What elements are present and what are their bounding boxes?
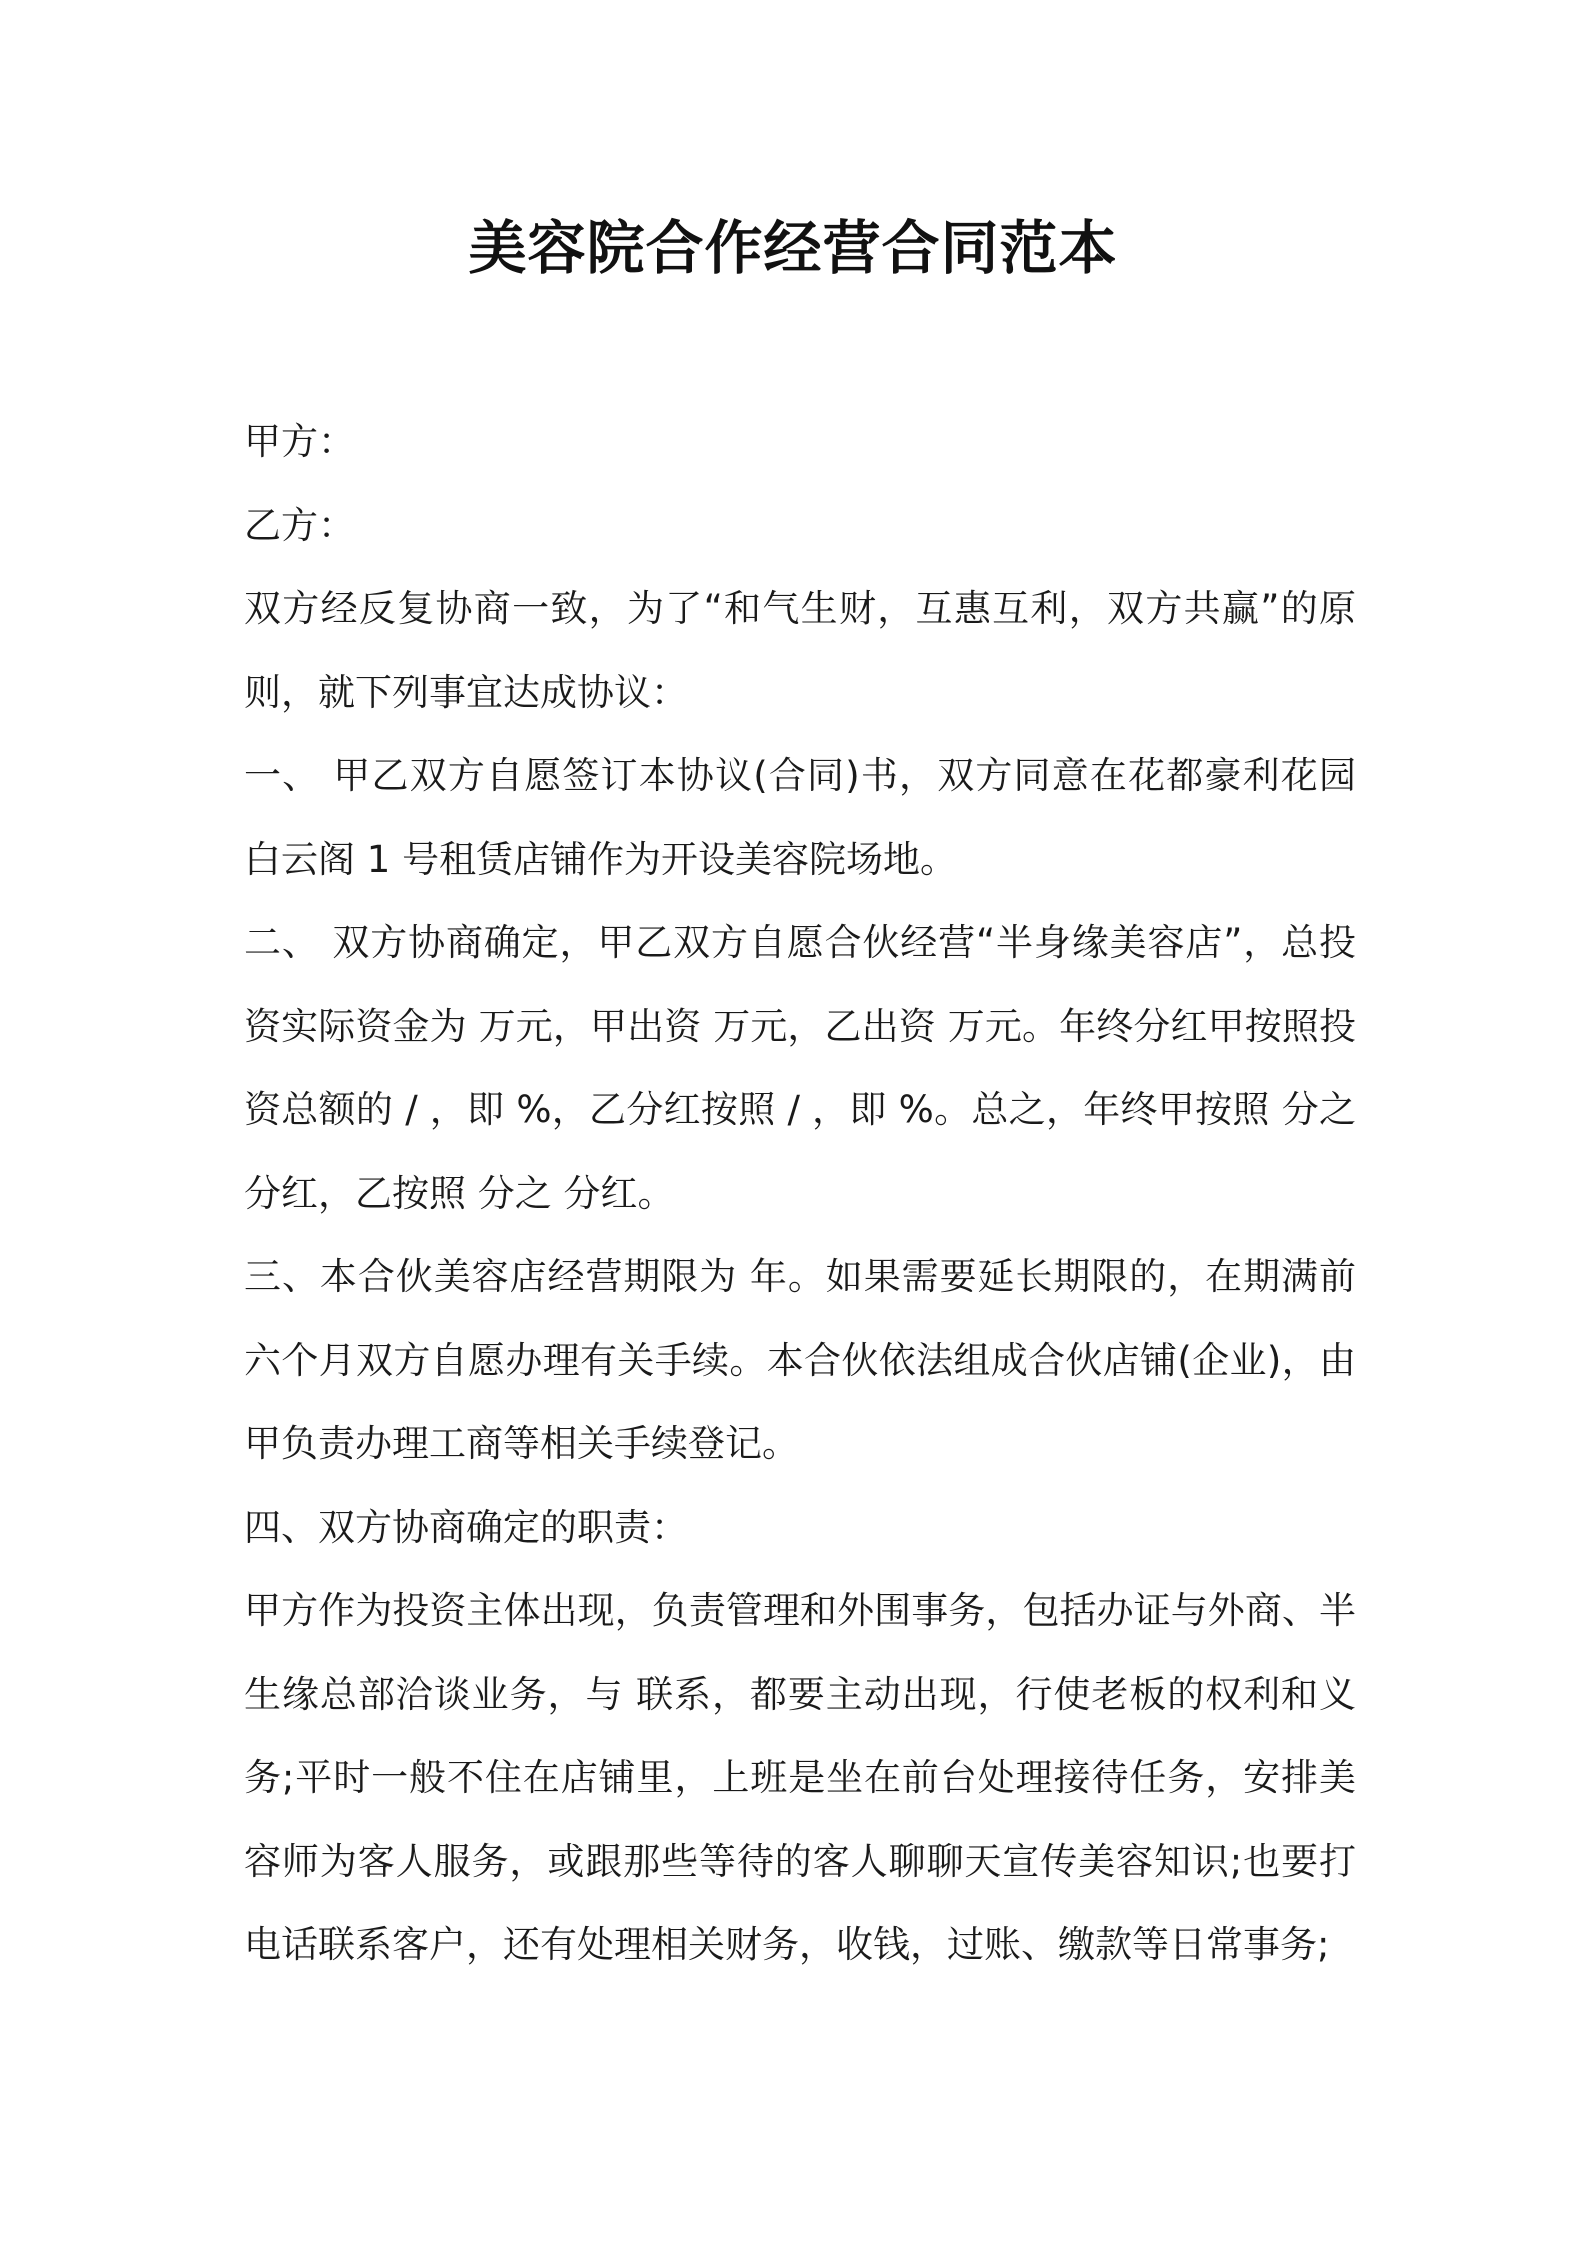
document-title: 美容院合作经营合同范本 xyxy=(468,214,1118,282)
preamble-paragraph: 双方经反复协商一致，为了“和气生财，互惠互利，双方共赢”的原则，就下列事宜达成协议： xyxy=(244,587,1356,714)
party-a-line: 甲方： xyxy=(244,420,355,463)
clause-4-heading: 四、双方协商确定的职责： xyxy=(244,1505,688,1549)
document-body xyxy=(244,400,1356,1987)
clause-1-paragraph: 一、 甲乙双方自愿签订本协议(合同)书，双方同意在花都豪利花园白云阁 1 号租赁店铺作为开设美容院场地。 xyxy=(244,754,1356,881)
party-a-duties-paragraph: 甲方作为投资主体出现，负责管理和外围事务，包括办证与外商、半生缘总部洽谈业务，与 联系，都要主动出现，行使老板的权利和义务;平时一般不住在店铺里，上班是坐在前台处理接待任务，安排美容师为客人服务，或跟那些等待的客人聊聊天宣传美容知识;也要打电话联系客户，还有处理相关财务，收钱，过账、缴款等日常事务; xyxy=(244,1589,1356,1966)
clause-2-paragraph: 二、 双方协商确定，甲乙双方自愿合伙经营“半身缘美容店”，总投资实际资金为 万元，甲出资 万元，乙出资 万元。年终分红甲按照投资总额的 / ，即 %，乙分红按照 / ，即 %。总之，年终甲按照 分之 分红，乙按照 分之 分红。 xyxy=(244,921,1356,1215)
clause-3-paragraph: 三、本合伙美容店经营期限为 年。如果需要延长期限的，在期满前六个月双方自愿办理有关手续。本合伙依法组成合伙店铺(企业)，由甲负责办理工商等相关手续登记。 xyxy=(244,1255,1356,1465)
party-b-line: 乙方： xyxy=(244,503,355,547)
